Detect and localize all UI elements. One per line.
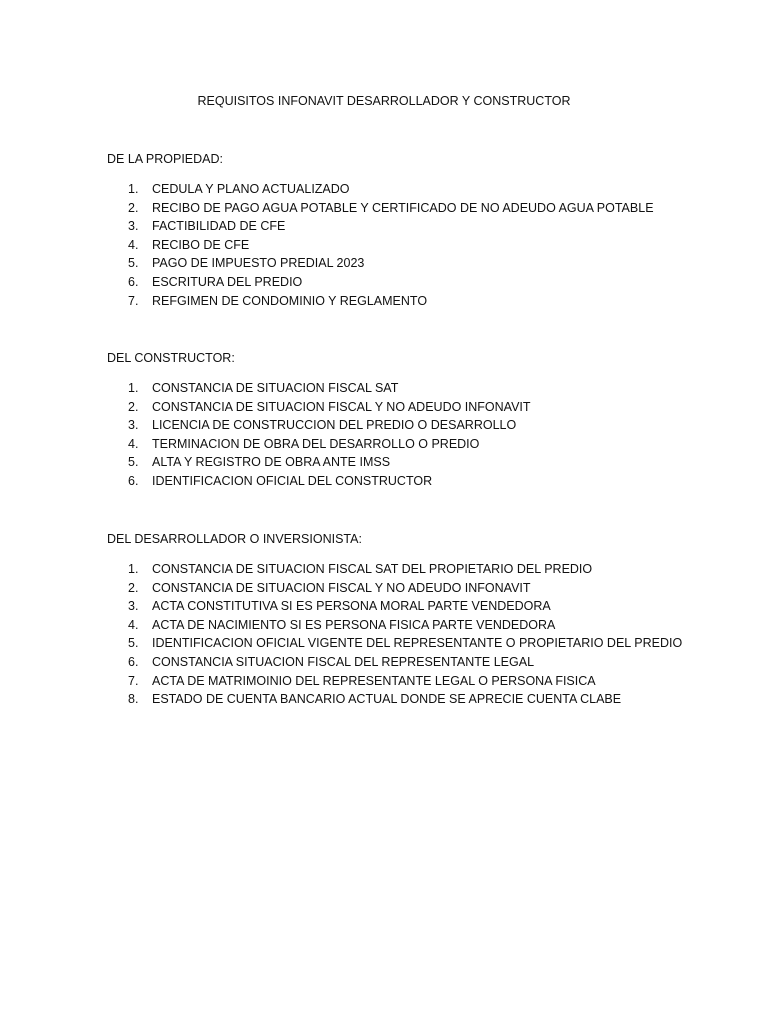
list-item bbox=[107, 634, 727, 653]
item-number: 2. bbox=[128, 200, 139, 215]
item-text: ACTA CONSTITUTIVA SI ES PERSONA MORAL PARTE VENDEDORA bbox=[152, 599, 551, 614]
item-number: 1. bbox=[128, 562, 139, 576]
list-item bbox=[107, 616, 727, 635]
item-text: ESTADO DE CUENTA BANCARIO ACTUAL DONDE SE APRECIE CUENTA CLABE bbox=[152, 692, 622, 707]
requirements-list bbox=[107, 180, 727, 310]
item-number: 5. bbox=[128, 256, 139, 271]
item-text: IDENTIFICACION OFICIAL VIGENTE DEL REPRESENTANTE O PROPIETARIO DEL PREDIO bbox=[152, 636, 683, 651]
item-number: 2. bbox=[128, 580, 139, 595]
item-text: ACTA DE NACIMIENTO SI ES PERSONA FISICA PARTE VENDEDORA bbox=[152, 617, 556, 632]
item-number: 3. bbox=[128, 219, 139, 234]
document-title: REQUISITOS INFONAVIT DESARROLLADOR Y CONSTRUCTOR bbox=[197, 94, 571, 108]
section-desarrollador bbox=[107, 531, 727, 709]
list-item bbox=[107, 254, 727, 273]
section-heading: DEL DESARROLLADOR O INVERSIONISTA: bbox=[107, 532, 362, 546]
item-text: ALTA Y REGISTRO DE OBRA ANTE IMSS bbox=[152, 455, 391, 470]
item-text: FACTIBILIDAD DE CFE bbox=[152, 219, 286, 234]
list-item bbox=[107, 435, 727, 454]
item-number: 5. bbox=[128, 455, 139, 470]
list-item bbox=[107, 180, 727, 199]
list-item bbox=[107, 597, 727, 616]
item-number: 4. bbox=[128, 617, 139, 632]
item-number: 1. bbox=[128, 182, 139, 196]
item-number: 6. bbox=[128, 473, 139, 488]
item-text: ESCRITURA DEL PREDIO bbox=[152, 274, 303, 289]
section-heading: DE LA PROPIEDAD: bbox=[107, 152, 224, 166]
item-number: 6. bbox=[128, 654, 139, 669]
list-item bbox=[107, 273, 727, 292]
item-number: 3. bbox=[128, 418, 139, 433]
list-item bbox=[107, 379, 727, 398]
item-text: TERMINACION DE OBRA DEL DESARROLLO O PREDIO bbox=[152, 436, 480, 451]
item-text: RECIBO DE CFE bbox=[152, 237, 250, 252]
item-number: 7. bbox=[128, 673, 139, 688]
item-number: 4. bbox=[128, 436, 139, 451]
item-text: CONSTANCIA DE SITUACION FISCAL Y NO ADEUDO INFONAVIT bbox=[152, 580, 531, 595]
item-number: 6. bbox=[128, 274, 139, 289]
list-item bbox=[107, 217, 727, 236]
item-number: 1. bbox=[128, 381, 139, 395]
item-text: CONSTANCIA DE SITUACION FISCAL SAT bbox=[152, 381, 399, 395]
item-text: RECIBO DE PAGO AGUA POTABLE Y CERTIFICADO DE NO ADEUDO AGUA POTABLE bbox=[152, 200, 654, 215]
item-text: LICENCIA DE CONSTRUCCION DEL PREDIO O DESARROLLO bbox=[152, 418, 517, 433]
item-text: IDENTIFICACION OFICIAL DEL CONSTRUCTOR bbox=[152, 473, 433, 488]
item-text: CONSTANCIA DE SITUACION FISCAL SAT DEL PROPIETARIO DEL PREDIO bbox=[152, 562, 593, 576]
item-text: ACTA DE MATRIMOINIO DEL REPRESENTANTE LEGAL O PERSONA FISICA bbox=[152, 673, 596, 688]
list-item bbox=[107, 292, 727, 311]
section-propiedad bbox=[107, 151, 727, 310]
item-number: 8. bbox=[128, 692, 139, 707]
item-number: 7. bbox=[128, 293, 139, 308]
list-item bbox=[107, 416, 727, 435]
item-text: PAGO DE IMPUESTO PREDIAL 2023 bbox=[152, 256, 365, 271]
list-item bbox=[107, 672, 727, 691]
list-item bbox=[107, 453, 727, 472]
item-text: REFGIMEN DE CONDOMINIO Y REGLAMENTO bbox=[152, 293, 428, 308]
item-text: CONSTANCIA DE SITUACION FISCAL Y NO ADEUDO INFONAVIT bbox=[152, 399, 531, 414]
item-number: 4. bbox=[128, 237, 139, 252]
list-item bbox=[107, 579, 727, 598]
list-item bbox=[107, 398, 727, 417]
requirements-list bbox=[107, 379, 727, 491]
item-text: CONSTANCIA SITUACION FISCAL DEL REPRESENTANTE LEGAL bbox=[152, 654, 535, 669]
item-number: 3. bbox=[128, 599, 139, 614]
item-number: 2. bbox=[128, 399, 139, 414]
item-text: CEDULA Y PLANO ACTUALIZADO bbox=[152, 182, 350, 196]
requirements-list bbox=[107, 560, 727, 709]
section-heading: DEL CONSTRUCTOR: bbox=[107, 351, 235, 365]
list-item bbox=[107, 236, 727, 255]
list-item bbox=[107, 653, 727, 672]
list-item bbox=[107, 472, 727, 491]
list-item bbox=[107, 560, 727, 579]
list-item bbox=[107, 690, 727, 709]
list-item bbox=[107, 199, 727, 218]
section-constructor bbox=[107, 350, 727, 491]
item-number: 5. bbox=[128, 636, 139, 651]
